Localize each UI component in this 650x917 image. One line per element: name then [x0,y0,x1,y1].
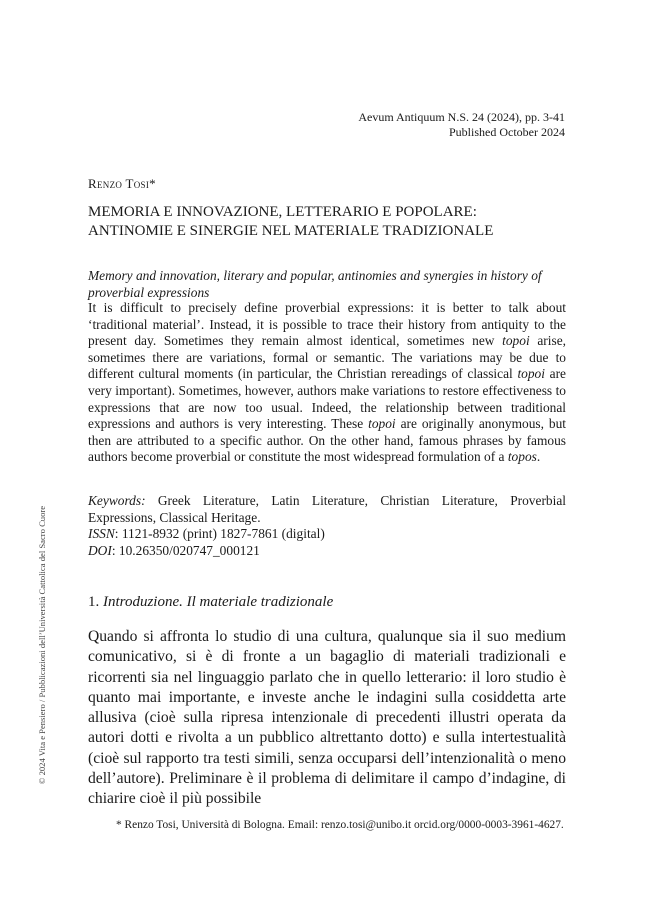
abstract-topos: topos [507,449,537,465]
abstract-topoi-1: topoi [502,333,530,349]
section-number: 1. [88,594,103,610]
body-paragraph: Quando si affronta lo studio di una cultura, qualunque sia il suo medium comunicativo, si è di fronte a un bagaglio di materiali tradizionali e ricorrenti sia nel linguaggio parlato che in quello letterario: il loro studio è quanto mai importante, e investe anche le indagini sulla cosiddetta arte allusiva (cioè sulla ripresa intenzionale di precedenti illustri operata da autori dotti e rivolta a un pubblico altrettanto dotto) e sulla intertestualità (cioè sul rapporto tra testi simili, senza occuparsi dell’intenzionalità o meno dell’autore). Preliminare è il problema di delimitare il campo d’indagine, di chiarire cioè il più possibile [88,628,566,808]
section-heading [88,594,333,611]
issn-label: ISSN [88,526,115,542]
footnote-marker: * [116,819,122,831]
article-metadata [88,493,566,559]
title-line-2: ANTINOMIE E SINERGIE NEL MATERIALE TRADIZIONALE [88,223,494,239]
abstract-topoi-2: topoi [517,366,545,382]
keywords-label: Keywords: [88,493,146,508]
footnote-text: Renzo Tosi, Università di Bologna. Email: renzo.tosi@unibo.it orcid.org/0000-0003-3961-4627. [121,819,564,831]
footnote [88,817,566,834]
article-title [88,203,568,241]
abstract-part-3: are very important). Sometimes, however, authors make variations to restore effectiveness to expressions that are now too usual. Indeed, the relationship between traditional expressions and authors is very interesting. These [88,366,567,432]
abstract-part-5: . [536,449,541,465]
keywords-line [88,493,566,526]
abstract-part-1: It is difficult to precisely define proverbial expressions: it is better to talk about ‘traditional material’. Instead, it is possible to trace their history from antiquity to the present day. Sometimes they remain almost identical, sometimes new [88,300,566,349]
abstract-topoi-3: topoi [368,416,396,432]
abstract-english-title: Memory and innovation, literary and popular, antinomies and synergies in history of proverbial expressions [88,268,542,300]
doi-label: DOI [88,542,112,558]
copyright-text: © 2024 Vita e Pensiero / Pubblicazioni dell’Università Cattolica del Sacro Cuore [37,505,47,784]
section-title: Introduzione. Il materiale tradizionale [103,594,334,610]
journal-line-published: Published October 2024 [449,125,565,139]
doi-value: : 10.26350/020747_000121 [111,542,260,558]
issn-line [88,526,566,543]
author-name: Renzo Tosi* [88,176,156,191]
abstract-part-4: are originally anonymous, but then are attributed to a specific author. On the other hand, famous phrases by famous authors become proverbial or constitute the most widespread formulation of a [88,416,566,465]
journal-citation [245,110,565,140]
copyright-sidebar [36,492,48,797]
title-line-1: MEMORIA E INNOVAZIONE, LETTERARIO E POPOLARE: [88,204,477,220]
doi-line [88,543,566,560]
keywords-value: Greek Literature, Latin Literature, Christian Literature, Proverbial Expressions, Classical Heritage. [88,493,566,525]
abstract-part-2: arise, sometimes there are variations, formal or semantic. The variations may be due to different cultural moments (in particular, the Christian rereadings of classical [88,333,566,382]
abstract-text [88,300,566,466]
journal-line-volume: Aevum Antiquum N.S. 24 (2024), pp. 3-41 [358,110,565,124]
issn-value: : 1121-8932 (print) 1827-7861 (digital) [114,526,325,542]
